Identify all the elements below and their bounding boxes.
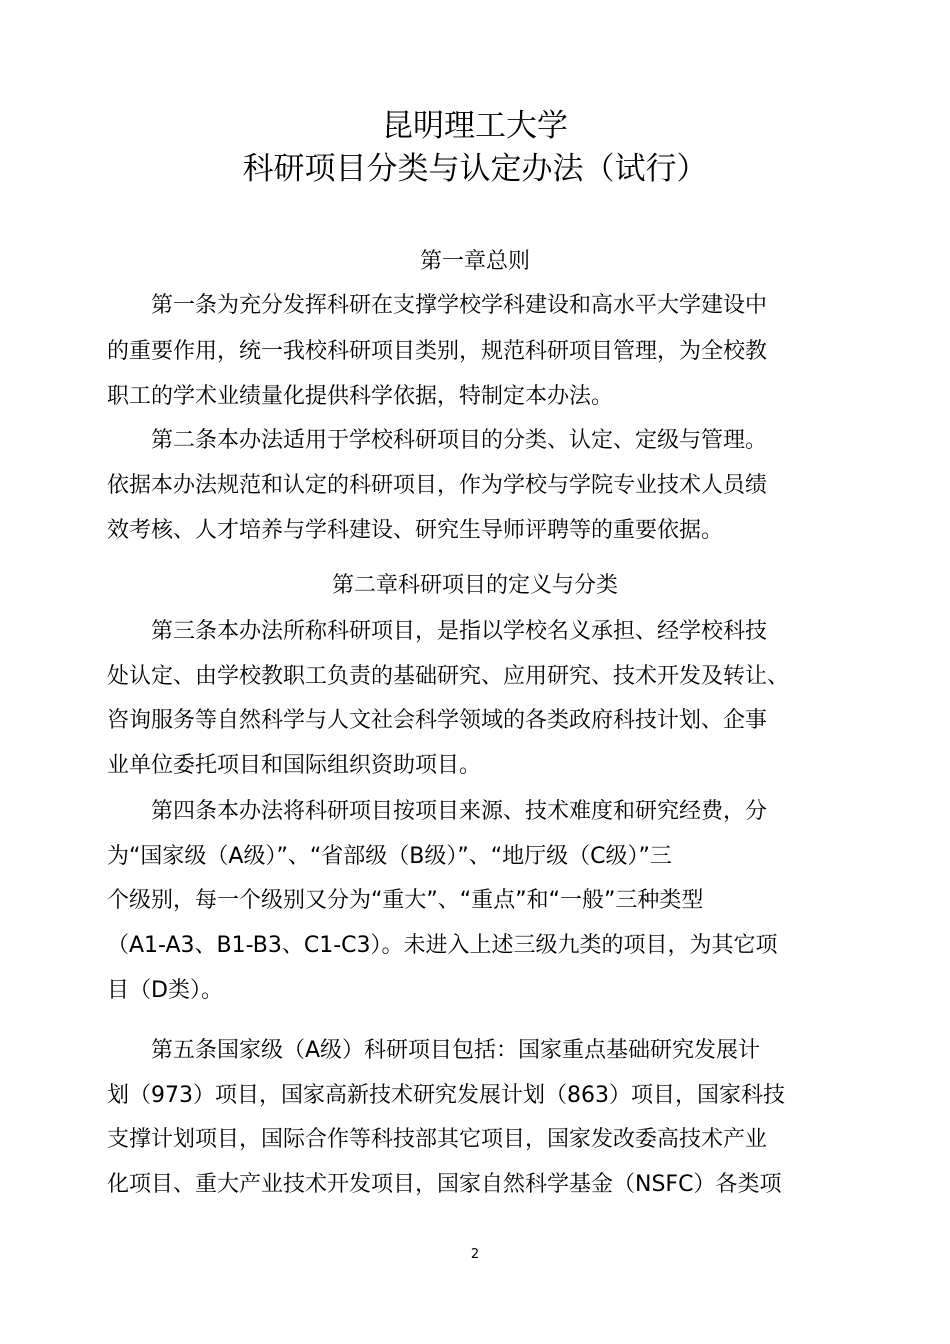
- paragraph-line: 第三条本办法所称科研项目，是指以学校名义承担、经学校科技: [107, 619, 768, 644]
- paragraph-line: 化项目、重大产业技术开发项目，国家自然科学基金（NSFC）各类项: [107, 1172, 782, 1197]
- paragraph-line: 第五条国家级（A级）科研项目包括：国家重点基础研究发展计: [107, 1038, 761, 1063]
- document-title-line1: 昆明理工大学: [382, 108, 568, 144]
- paragraph-line: 的重要作用，统一我校科研项目类别，规范科研项目管理，为全校教: [107, 339, 768, 364]
- paragraph-line: 咨询服务等自然科学与人文社会科学领域的各类政府科技计划、企事: [107, 708, 768, 733]
- chapter-heading: 第一章总则: [419, 249, 530, 274]
- paragraph-line: 业单位委托项目和国际组织资助项目。: [107, 753, 482, 778]
- paragraph-line: 划（973）项目，国家高新技术研究发展计划（863）项目，国家科技: [107, 1083, 785, 1108]
- chapter-heading: 第二章科研项目的定义与分类: [331, 573, 618, 598]
- paragraph-line: 处认定、由学校教职工负责的基础研究、应用研究、技术开发及转让、: [107, 664, 790, 689]
- paragraph-line: 第一条为充分发挥科研在支撑学校学科建设和高水平大学建设中: [107, 293, 768, 318]
- paragraph-line: 职工的学术业绩量化提供科学依据，特制定本办法。: [107, 384, 614, 409]
- paragraph-line: 效考核、人才培养与学科建设、研究生导师评聘等的重要依据。: [107, 518, 724, 543]
- paragraph-line: 第四条本办法将科研项目按项目来源、技术难度和研究经费，分: [107, 799, 768, 824]
- paragraph-line: 第二条本办法适用于学校科研项目的分类、认定、定级与管理。: [107, 428, 768, 453]
- paragraph-line: 支撑计划项目，国际合作等科技部其它项目，国家发改委高技术产业: [107, 1127, 768, 1152]
- paragraph-line: 个级别，每一个级别又分为“重大”、“重点”和“一般”三种类型: [107, 888, 704, 913]
- paragraph-line: 目（D类）。: [107, 978, 223, 1003]
- paragraph-line: 依据本办法规范和认定的科研项目，作为学校与学院专业技术人员绩: [107, 473, 768, 498]
- paragraph-line: 为“国家级（A级）”、“省部级（B级）”、“地厅级（C级）”三: [107, 844, 672, 869]
- page-number: 2: [470, 1247, 480, 1262]
- paragraph-line: （A1-A3、B1-B3、C1-C3）。未进入上述三级九类的项目，为其它项: [107, 933, 778, 958]
- document-title-line2: 科研项目分类与认定办法（试行）: [242, 151, 708, 187]
